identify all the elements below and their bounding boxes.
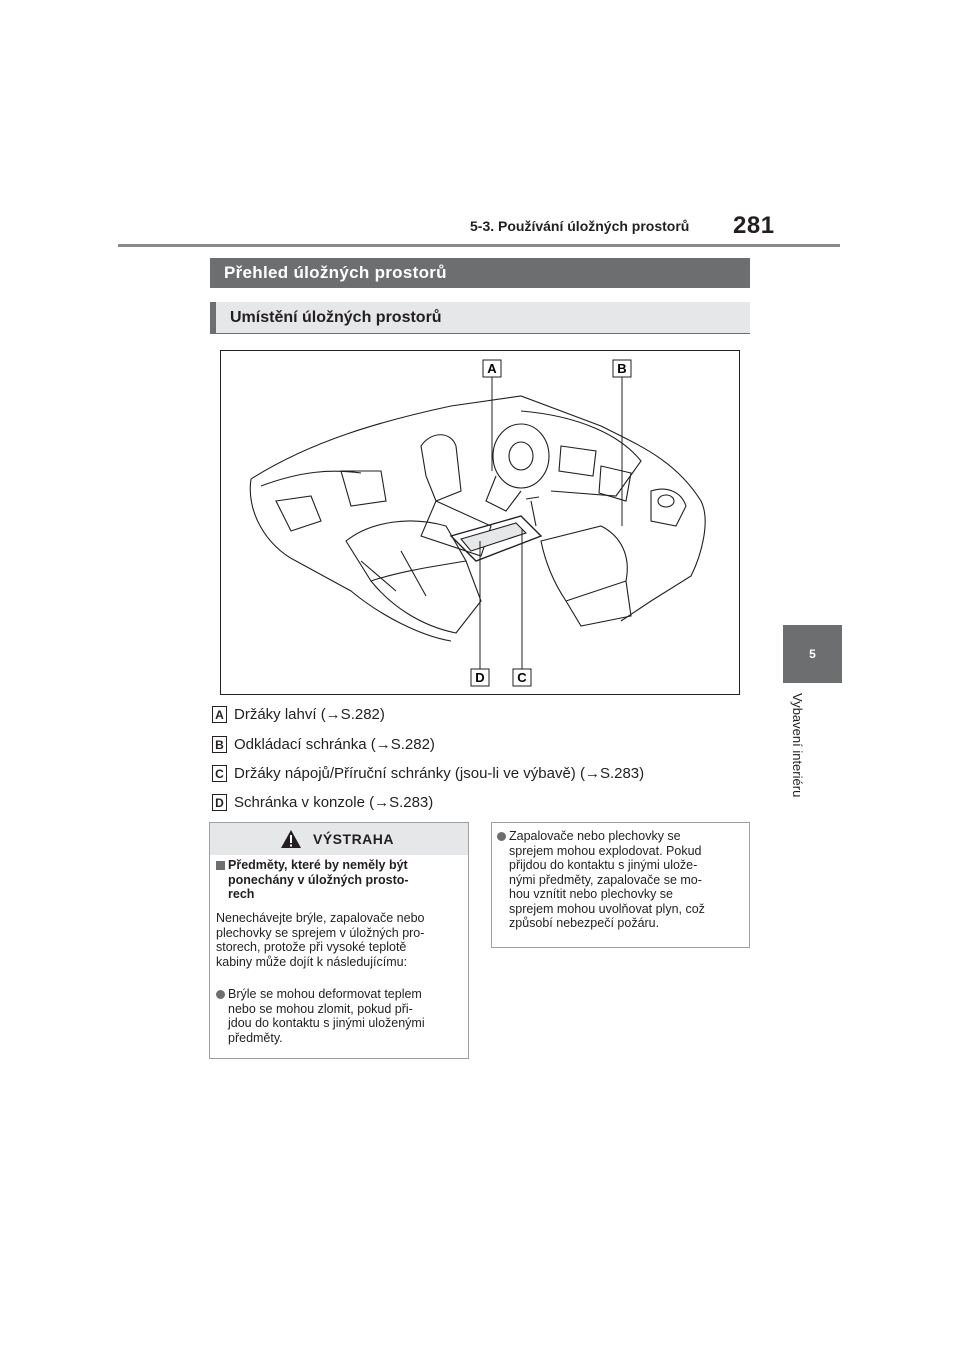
- subtitle: Umístění úložných prostorů: [230, 309, 442, 326]
- warning-continuation-box: [491, 822, 750, 948]
- subtitle-bar: [210, 302, 750, 334]
- warning-subheading-line: Předměty, které by neměly být: [228, 858, 408, 872]
- warning-intro: [216, 911, 424, 969]
- warning-intro-line: plechovky se sprejem v úložných pro-: [216, 925, 425, 940]
- figure-label-a: A: [487, 361, 497, 376]
- warning-bullet-1: [228, 987, 425, 1045]
- warning-bullet-line: sprejem mohou uvolňovat plyn, což: [509, 901, 705, 916]
- warning-bullet-line: způsobí nebezpečí požáru.: [509, 916, 660, 930]
- legend-item-d: [212, 794, 433, 811]
- warning-bullet-line: předměty.: [228, 1030, 283, 1045]
- warning-subheading-line: rech: [228, 887, 255, 901]
- warning-bullet-line: Zapalovače nebo plechovky se: [509, 829, 681, 843]
- legend-item-b: [212, 736, 435, 753]
- warning-intro-line: Nenechávejte brýle, zapalovače nebo: [216, 911, 425, 925]
- warning-header: [210, 823, 468, 855]
- page-title: Přehled úložných prostorů: [224, 263, 447, 282]
- legend-item-c: [212, 765, 644, 782]
- warning-subheading-line: ponechány v úložných prosto-: [228, 872, 409, 887]
- legend-badge-a: A: [212, 706, 227, 723]
- warning-intro-line: kabiny může dojít k následujícímu:: [216, 954, 408, 969]
- legend-text-b: Odkládací schránka (→S.282): [234, 736, 435, 753]
- figure-label-c: C: [517, 670, 527, 685]
- warning-bullet-line: přijdou do kontaktu s jinými ulože-: [509, 858, 698, 872]
- square-bullet-icon: [216, 861, 225, 870]
- warning-heading: VÝSTRAHA: [313, 831, 395, 847]
- warning-bullet-line: sprejem mohou explodovat. Pokud: [509, 843, 702, 858]
- round-bullet-icon: [497, 832, 506, 841]
- warning-bullet-line: nebo se mohou zlomit, pokud při-: [228, 1001, 413, 1016]
- page-title-bar: [210, 258, 750, 288]
- figure-label-b: B: [617, 361, 627, 376]
- warning-bullet-line: jdou do kontaktu s jinými uloženými: [228, 1016, 425, 1030]
- figure-label-d: D: [475, 670, 485, 685]
- legend-item-a: [212, 706, 385, 723]
- round-bullet-icon: [216, 990, 225, 999]
- warning-intro-line: storech, protože při vysoké teplotě: [216, 940, 407, 954]
- interior-illustration: [220, 350, 740, 695]
- legend-badge-c: C: [212, 765, 227, 782]
- warning-bullet-line: hou vznítit nebo plechovky se: [509, 887, 673, 901]
- warning-bullet-2: [509, 829, 705, 931]
- warning-subheading: [228, 858, 409, 902]
- page-number: 281: [733, 212, 775, 239]
- chapter-tab: 5: [783, 625, 842, 683]
- legend-badge-d: D: [212, 794, 227, 811]
- section-label: 5-3. Používání úložných prostorů: [470, 218, 690, 234]
- warning-triangle-icon: [280, 829, 302, 849]
- car-interior-drawing: [221, 351, 739, 694]
- warning-box: [209, 822, 469, 1059]
- legend-badge-b: B: [212, 736, 227, 753]
- warning-bullet-line: Brýle se mohou deformovat teplem: [228, 987, 422, 1001]
- chapter-title-text: Vybavení interiéru: [790, 693, 805, 798]
- legend-text-a: Držáky lahví (→S.282): [234, 706, 385, 723]
- legend-text-c: Držáky nápojů/Příruční schránky (jsou-li ve výbavě) (→S.283): [234, 765, 645, 782]
- header-rule: [118, 244, 840, 247]
- warning-bullet-line: nými předměty, zapalovače se mo-: [509, 872, 702, 887]
- legend-text-d: Schránka v konzole (→S.283): [234, 794, 434, 811]
